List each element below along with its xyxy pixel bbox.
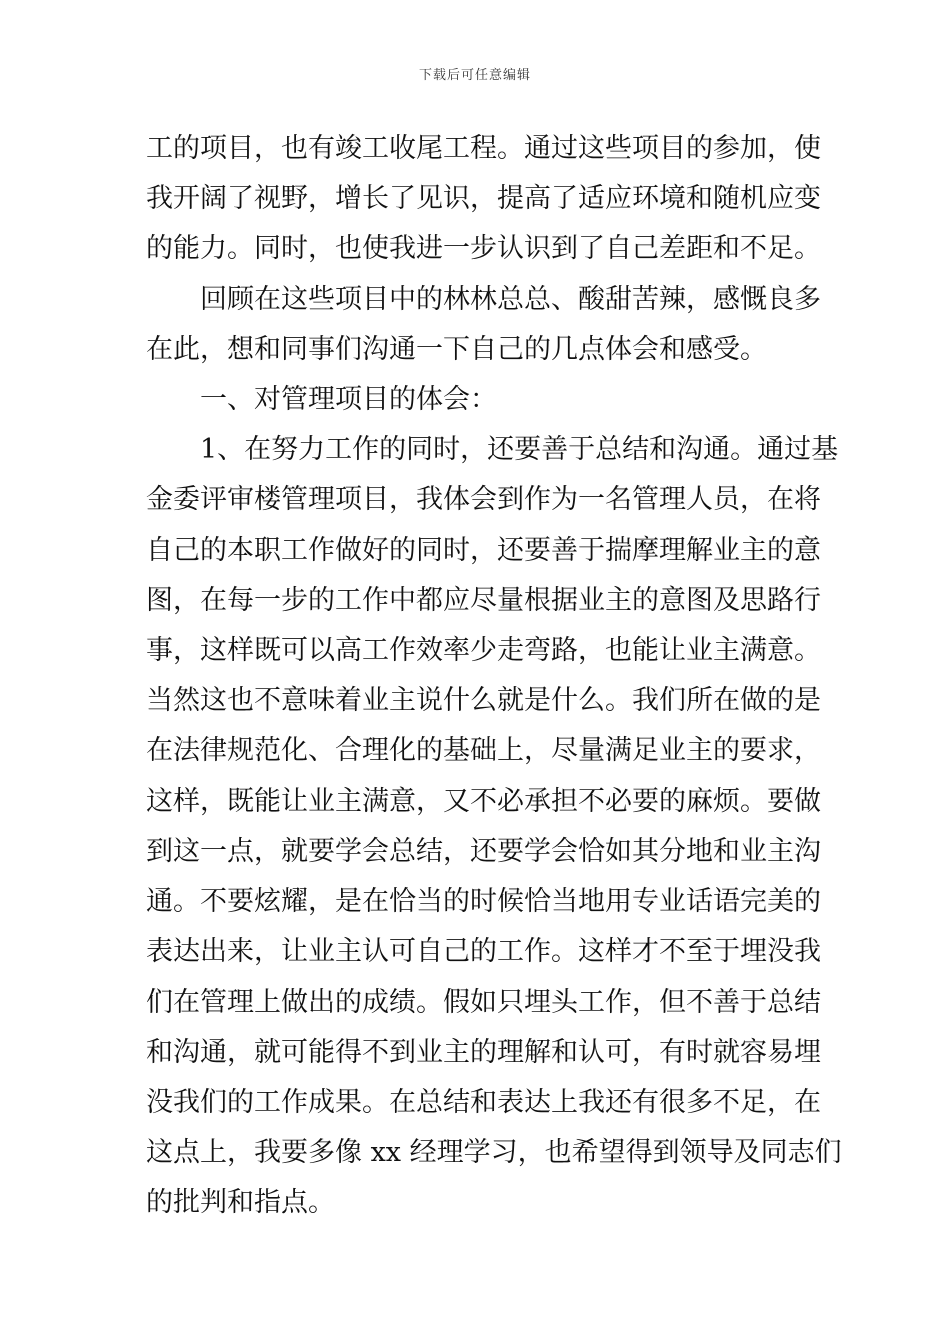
text-line: 这点上，我要多像 xx 经理学习，也希望得到领导及同志们 xyxy=(146,1137,842,1168)
text-line: 我开阔了视野，增长了见识，提高了适应环境和随机应变 xyxy=(146,183,821,214)
text-line: 事，这样既可以高工作效率少走弯路，也能让业主满意。 xyxy=(146,635,821,666)
paragraph-first-line: 回顾在这些项目中的林林总总、酸甜苦辣，感慨良多 xyxy=(200,284,821,315)
text-line: 的能力。同时，也使我进一步认识到了自己差距和不足。 xyxy=(146,233,821,264)
text-line: 们在管理上做出的成绩。假如只埋头工作，但不善于总结 xyxy=(146,987,821,1018)
text-line: 在此，想和同事们沟通一下自己的几点体会和感受。 xyxy=(146,334,767,365)
text-line: 这样，既能让业主满意，又不必承担不必要的麻烦。要做 xyxy=(146,786,821,817)
text-line: 自己的本职工作做好的同时，还要善于揣摩理解业主的意 xyxy=(146,535,821,566)
download-note: 下载后可任意编辑 xyxy=(418,68,531,83)
text-line: 通。不要炫耀，是在恰当的时候恰当地用专业话语完美的 xyxy=(146,886,821,917)
text-line: 在法律规范化、合理化的基础上，尽量满足业主的要求， xyxy=(146,735,821,766)
paragraph-first-line: 1、在努力工作的同时，还要善于总结和沟通。通过基 xyxy=(200,434,839,465)
text-line: 图，在每一步的工作中都应尽量根据业主的意图及思路行 xyxy=(146,585,821,616)
section-heading: 一、对管理项目的体会： xyxy=(200,384,497,415)
text-line: 到这一点，就要学会总结，还要学会恰如其分地和业主沟 xyxy=(146,836,821,867)
text-line: 没我们的工作成果。在总结和表达上我还有很多不足，在 xyxy=(146,1087,821,1118)
text-line: 表达出来，让业主认可自己的工作。这样才不至于埋没我 xyxy=(146,936,821,967)
text-line: 金委评审楼管理项目，我体会到作为一名管理人员，在将 xyxy=(146,484,821,515)
text-line: 的批判和指点。 xyxy=(146,1187,335,1218)
text-line: 当然这也不意味着业主说什么就是什么。我们所在做的是 xyxy=(146,685,821,716)
text-line: 和沟通，就可能得不到业主的理解和认可，有时就容易埋 xyxy=(146,1037,821,1068)
text-line: 工的项目，也有竣工收尾工程。通过这些项目的参加，使 xyxy=(146,133,821,164)
